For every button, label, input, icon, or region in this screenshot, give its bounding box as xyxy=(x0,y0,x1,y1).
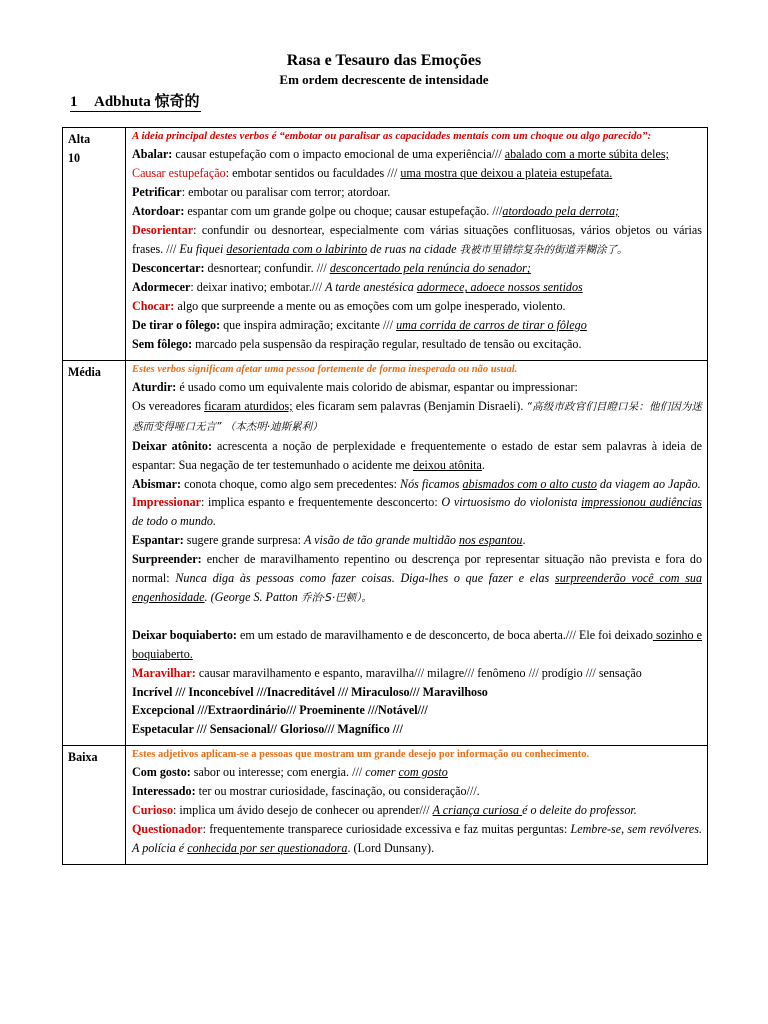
definition: acrescenta a noção de perplexidade e frequentemente o estado de estar sem palavras à ideia de espantar: Sua negação de ter testemunhado o acidente me xyxy=(132,438,702,472)
example: . (Lord Dunsany). xyxy=(347,840,435,855)
example: uma mostra que deixou a plateia estupefata. xyxy=(400,165,613,180)
definition: : confundir ou desnortear, especialmente com várias situações conflituosas, vários objetos ou várias frases. /// xyxy=(132,222,702,256)
example: eles ficaram sem palavras (Benjamin Disraeli). xyxy=(292,398,527,413)
example: Os vereadores xyxy=(132,398,205,413)
definition: sugere grande surpresa: xyxy=(183,533,304,548)
entry-surpreender xyxy=(132,550,702,608)
definition: encher de maravilhamento repentino ou descrença por representar situação não prevista e fora do normal: xyxy=(132,552,702,586)
example: adormece, adoece nossos sentidos xyxy=(416,280,583,295)
entry-causar-estupefacao xyxy=(132,164,702,183)
example: de ruas na cidade xyxy=(367,241,460,256)
table-row-alta xyxy=(63,128,708,361)
definition: desnortear; confundir. /// xyxy=(204,261,330,276)
example: Nós ficamos xyxy=(400,476,463,491)
definition: ter ou mostrar curiosidade, fascinação, ou consideração///. xyxy=(195,784,480,799)
entry-deixar-boquiaberto xyxy=(132,626,702,664)
term: Curioso xyxy=(132,803,173,818)
example: abismados com o alto custo xyxy=(462,476,597,491)
definition: causar estupefação com o impacto emocional de uma experiência/// xyxy=(172,147,505,161)
level-label: Baixa xyxy=(68,750,98,765)
entry-petrificar xyxy=(132,183,702,202)
entry-deixar-atonito: Deixar atônito: acrescenta a noção de perplexidade e frequentemente o estado de estar sem palavras à ideia de espantar: Sua negação de ter testemunhado o acidente me deixou atônita. xyxy=(132,438,702,472)
entry-interessado xyxy=(132,782,702,801)
term: Deixar atônito: xyxy=(132,438,212,453)
example: com gosto xyxy=(398,765,448,780)
level-cell-baixa xyxy=(63,746,126,865)
term: Interessado: xyxy=(132,784,196,799)
table-row-baixa xyxy=(63,746,708,865)
adjective-list xyxy=(132,701,702,720)
adjective-list xyxy=(132,683,702,702)
entry-abismar xyxy=(132,475,702,494)
chinese-translation: “高级市政官们目瞪口呆：他们因为迷惑而变得哑口无言” （本杰明·迪斯累利） xyxy=(132,400,702,433)
example: nos espantou xyxy=(458,533,523,548)
level-label: Média xyxy=(68,364,101,379)
level-cell-alta xyxy=(63,128,126,361)
section-number: 1 xyxy=(70,94,78,110)
term: Desorientar xyxy=(132,222,194,237)
example: desconcertado pela renúncia do senador; xyxy=(329,261,531,276)
level-label: Alta xyxy=(68,132,91,146)
chinese-translation: 乔治·S·巴顿）。 xyxy=(300,591,372,604)
term: Deixar boquiaberto: xyxy=(132,627,237,642)
section-title: Adbhuta 惊奇的 xyxy=(94,94,200,110)
definition: conota choque, como algo sem precedentes: xyxy=(181,476,400,491)
example: ficaram aturdidos; xyxy=(204,398,293,413)
entry-espantar: Espantar: sugere grande surpresa: A visão de tão grande multidão nos espantou. xyxy=(132,533,526,548)
entry-desorientar xyxy=(132,221,702,260)
content-cell-alta xyxy=(126,128,708,361)
example: de todo o mundo. xyxy=(132,514,216,529)
term: Impressionar xyxy=(132,495,201,510)
example: Eu fiquei xyxy=(179,241,227,256)
example: comer xyxy=(365,765,399,780)
entry-aturdir-example xyxy=(132,397,702,437)
term: De tirar o fôlego: xyxy=(132,318,221,333)
entry-com-gosto xyxy=(132,763,702,782)
entry-tirar-folego xyxy=(132,316,702,335)
term: Aturdir: xyxy=(132,379,177,394)
term: Petrificar xyxy=(132,184,182,199)
entry-abalar xyxy=(132,145,702,164)
entry-aturdir xyxy=(132,378,702,397)
adjective-list xyxy=(132,720,702,739)
content-cell-baixa xyxy=(126,746,708,865)
entry-questionador xyxy=(132,820,702,858)
level-cell-media xyxy=(63,360,126,745)
example: conhecida por ser questionadora xyxy=(187,840,348,855)
document-subtitle: Em ordem decrescente de intensidade xyxy=(279,72,489,87)
term: Adormecer xyxy=(132,280,191,295)
adjectives: Espetacular /// Sensacional// Glorioso/// Magnífico /// xyxy=(132,722,403,737)
entry-adormecer xyxy=(132,278,702,297)
table-row-media xyxy=(63,360,708,745)
definition: em um estado de maravilhamento e de desconcerto, de boca aberta./// Ele foi deixado xyxy=(236,627,653,642)
term: Questionador xyxy=(132,822,203,836)
entry-impressionar xyxy=(132,493,702,531)
row-intro: A ideia principal destes verbos é “embotar ou paralisar as capacidades mentais com um choque ou algo parecido”: xyxy=(132,130,652,142)
example: da viagem ao Japão. xyxy=(596,476,701,491)
example: desorientada com o labirinto xyxy=(226,241,368,256)
example: A criança curiosa xyxy=(432,803,523,818)
example: deixou atônita xyxy=(413,457,482,472)
definition: marcado pela suspensão da respiração regular, resultado de tensão ou excitação. xyxy=(192,337,582,352)
definition: : implica um ávido desejo de conhecer ou aprender/// xyxy=(173,803,433,818)
term: Chocar: xyxy=(132,299,175,314)
term: Abismar: xyxy=(132,476,182,491)
content-cell-media xyxy=(126,360,708,745)
definition: : implica espanto e frequentemente desconcerto: xyxy=(200,495,442,510)
definition: algo que surpreende a mente ou as emoções com um golpe inesperado, violento. xyxy=(174,299,566,314)
example: A tarde anestésica xyxy=(325,280,417,295)
example: uma corrida de carros de tirar o fôlego xyxy=(396,318,587,333)
section-heading xyxy=(70,90,201,112)
definition: que inspira admiração; excitante /// xyxy=(220,318,397,333)
adjectives: Excepcional ///Extraordinário/// Proeminente ///Notável/// xyxy=(132,703,428,718)
entry-curioso xyxy=(132,801,702,820)
definition: : deixar inativo; embotar./// xyxy=(190,280,326,295)
row-intro: Estes adjetivos aplicam-se a pessoas que mostram um grande desejo por informação ou conhecimento. xyxy=(132,749,590,761)
term: Abalar: xyxy=(132,147,173,161)
term: Com gosto: xyxy=(132,765,191,780)
term: Surpreender: xyxy=(132,552,202,567)
chinese-translation: 我被市里错综复杂的街道弄糊涂了。 xyxy=(459,243,628,256)
spacer xyxy=(132,608,702,626)
entry-atordoar xyxy=(132,202,702,221)
term: Desconcertar: xyxy=(132,261,205,276)
adjectives: Incrível /// Inconcebível ///Inacreditável /// Miraculoso/// Maravilhoso xyxy=(132,684,488,699)
example: abalado com a morte súbita deles; xyxy=(504,147,669,161)
example: Nunca diga às pessoas como fazer coisas. Diga-lhes o que fazer e elas xyxy=(175,571,555,586)
term: Causar estupefação xyxy=(132,165,226,180)
definition: espantar com um grande golpe ou choque; causar estupefação. /// xyxy=(184,203,503,218)
example: O virtuosismo do violonista xyxy=(441,495,582,510)
example: Lembre-se, sem revólveres. A polícia é xyxy=(132,822,702,855)
definition: é usado como um equivalente mais colorido de abismar, espantar ou impressionar: xyxy=(176,379,578,394)
entry-maravilhar xyxy=(132,664,702,683)
example: . (George S. Patton xyxy=(204,589,301,604)
term: Atordoar: xyxy=(132,203,185,218)
entry-desconcertar xyxy=(132,259,702,278)
definition: : embotar ou paralisar com terror; atordoar. xyxy=(181,184,391,199)
definition: sabor ou interesse; com energia. /// xyxy=(190,765,366,780)
entry-chocar xyxy=(132,297,702,316)
entry-sem-folego xyxy=(132,335,702,354)
document-title: Rasa e Tesauro das Emoções xyxy=(286,52,482,69)
example: sozinho e boquiaberto. xyxy=(132,627,702,661)
term: Maravilhar: xyxy=(132,665,196,680)
level-score: 10 xyxy=(68,150,81,165)
definition: causar maravilhamento e espanto, maravilha/// milagre/// fenômeno /// prodígio /// sensação xyxy=(195,665,642,680)
definition: : embotar sentidos ou faculdades /// xyxy=(225,165,401,180)
example: A visão de tão grande multidão xyxy=(303,533,459,548)
example: é o deleite do professor. xyxy=(522,803,637,818)
example: impressionou audiências xyxy=(581,495,702,510)
term: Espantar: xyxy=(132,533,184,548)
example: atordoado pela derrota; xyxy=(502,203,620,218)
example: surpreenderão você com sua engenhosidade xyxy=(132,571,702,604)
thesaurus-table xyxy=(62,127,708,865)
term: Sem fôlego: xyxy=(132,337,193,352)
definition: : frequentemente transparece curiosidade excessiva e faz muitas perguntas: xyxy=(202,822,571,836)
row-intro: Estes verbos significam afetar uma pessoa fortemente de forma inesperada ou não usual. xyxy=(132,363,518,375)
